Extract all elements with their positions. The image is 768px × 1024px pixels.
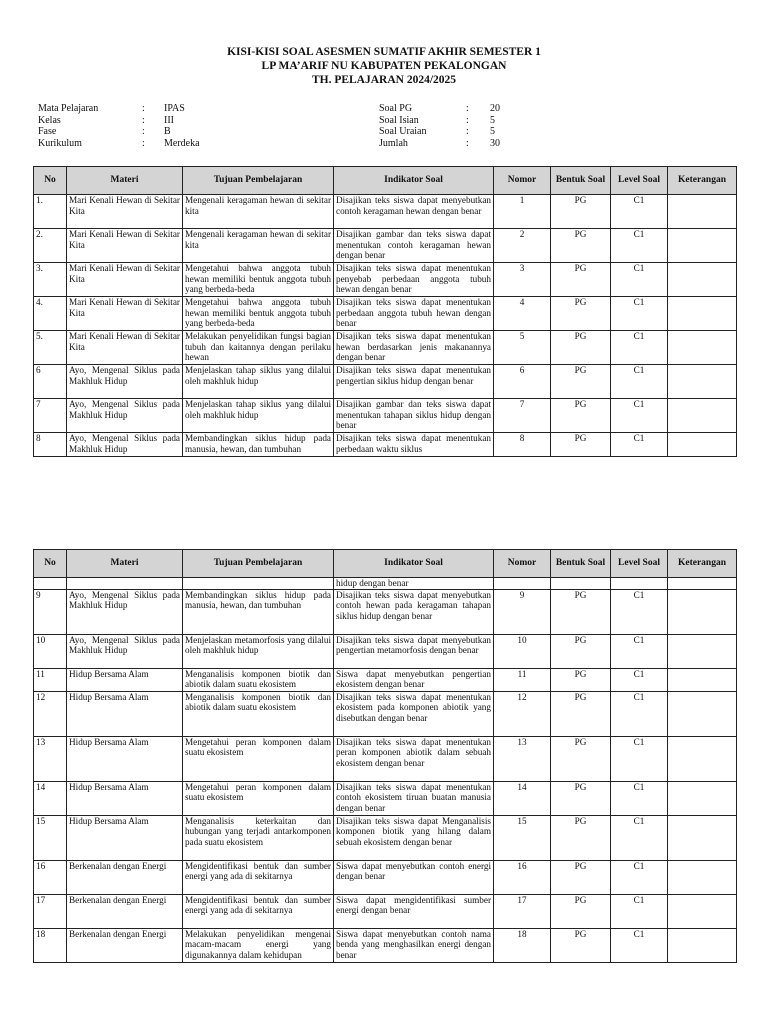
col-header-keterangan: Keterangan: [668, 167, 737, 195]
cell-level: C1: [611, 894, 668, 928]
cell-indikator: Disajikan teks siswa dapat menyebutkan pengertian metamorfosis dengan benar: [334, 634, 494, 668]
cell-keterangan: [668, 691, 737, 736]
table-row: [34, 195, 737, 229]
cell-level: C1: [611, 928, 668, 962]
cell-nomor: 8: [494, 433, 551, 457]
info-value: 5: [490, 126, 495, 137]
cell-indikator: Disajikan teks siswa dapat menentukan peran komponen abiotik dalam sebuah ekosistem dengan benar: [334, 736, 494, 781]
cell-materi: Ayo, Mengenal Siklus pada Makhluk Hidup: [67, 433, 183, 457]
cell-materi: Ayo, Mengenal Siklus pada Makhluk Hidup: [67, 399, 183, 433]
table-row: [34, 736, 737, 781]
info-value: IPAS: [164, 103, 185, 114]
col-header-bentuk: Bentuk Soal: [551, 167, 611, 195]
cell-level: [611, 578, 668, 590]
cell-bentuk: PG: [551, 815, 611, 860]
cell-tujuan: Mengidentifikasi bentuk dan sumber energi yang ada di sekitarnya: [183, 894, 334, 928]
table-header-row: [34, 167, 737, 195]
cell-tujuan: Mengetahui bahwa anggota tubuh hewan memiliki bentuk anggota tubuh yang berbeda-beda: [183, 297, 334, 331]
cell-no: 10: [34, 634, 67, 668]
info-sep: :: [142, 103, 145, 114]
cell-indikator: hidup dengan benar: [334, 578, 494, 590]
col-header-nomor: Nomor: [494, 550, 551, 578]
cell-no: [34, 578, 67, 590]
info-row: [38, 115, 200, 127]
info-value: III: [164, 114, 174, 126]
cell-keterangan: [668, 781, 737, 815]
cell-keterangan: [668, 399, 737, 433]
info-value: 20: [490, 103, 500, 114]
cell-keterangan: [668, 297, 737, 331]
cell-nomor: 9: [494, 589, 551, 634]
cell-keterangan: [668, 365, 737, 399]
cell-no: 14: [34, 781, 67, 815]
cell-nomor: 17: [494, 894, 551, 928]
info-label: Soal Isian: [379, 114, 419, 126]
cell-indikator: Disajikan teks siswa dapat menentukan penyebab perbedaan anggota tubuh hewan dengan benar: [334, 263, 494, 297]
col-header-no: No: [34, 167, 67, 195]
cell-indikator: Disajikan teks siswa dapat menentukan perbedaan anggota tubuh hewan dengan benar: [334, 297, 494, 331]
cell-no: 12: [34, 691, 67, 736]
cell-bentuk: PG: [551, 668, 611, 691]
info-sep: :: [142, 137, 145, 149]
table-row: [34, 894, 737, 928]
cell-no: 11: [34, 668, 67, 691]
table-row: [34, 860, 737, 894]
cell-materi: Berkenalan dengan Energi: [67, 928, 183, 962]
cell-bentuk: PG: [551, 928, 611, 962]
info-right-block: [379, 103, 500, 149]
cell-nomor: 2: [494, 229, 551, 263]
cell-no: 8: [34, 433, 67, 457]
table-row: [34, 815, 737, 860]
info-value: 30: [490, 137, 500, 149]
cell-no: 9: [34, 589, 67, 634]
cell-tujuan: Mengidentifikasi bentuk dan sumber energi yang ada di sekitarnya: [183, 860, 334, 894]
cell-level: C1: [611, 781, 668, 815]
cell-keterangan: [668, 578, 737, 590]
cell-level: C1: [611, 815, 668, 860]
info-sep: :: [466, 114, 469, 126]
cell-keterangan: [668, 860, 737, 894]
col-header-materi: Materi: [67, 167, 183, 195]
cell-tujuan: Menganalisis komponen biotik dan abiotik dalam suatu ekosistem: [183, 668, 334, 691]
cell-level: C1: [611, 229, 668, 263]
cell-no: 15: [34, 815, 67, 860]
col-header-keterangan: Keterangan: [668, 550, 737, 578]
cell-level: C1: [611, 433, 668, 457]
cell-tujuan: Mengenali keragaman hewan di sekitar kita: [183, 195, 334, 229]
cell-level: C1: [611, 668, 668, 691]
col-header-level: Level Soal: [611, 167, 668, 195]
cell-materi: Ayo, Mengenal Siklus pada Makhluk Hidup: [67, 365, 183, 399]
info-row: [38, 126, 200, 138]
cell-bentuk: PG: [551, 589, 611, 634]
cell-indikator: Siswa dapat menyebutkan contoh nama benda yang menghasilkan energi dengan benar: [334, 928, 494, 962]
cell-indikator: Siswa dapat menyebutkan contoh energi dengan benar: [334, 860, 494, 894]
cell-indikator: Disajikan gambar dan teks siswa dapat menentukan tahapan siklus hidup dengan benar: [334, 399, 494, 433]
cell-bentuk: PG: [551, 736, 611, 781]
info-label: Kelas: [38, 114, 61, 126]
cell-nomor: 10: [494, 634, 551, 668]
info-row: [379, 126, 500, 138]
info-row: [379, 115, 500, 127]
info-sep: :: [466, 103, 469, 114]
table-row: [34, 928, 737, 962]
cell-keterangan: [668, 195, 737, 229]
cell-level: C1: [611, 691, 668, 736]
info-left-block: [38, 103, 200, 149]
cell-no: 2.: [34, 229, 67, 263]
cell-nomor: 3: [494, 263, 551, 297]
cell-bentuk: PG: [551, 365, 611, 399]
table-row: [34, 781, 737, 815]
cell-indikator: Disajikan teks siswa dapat menentukan ekosistem pada komponen abiotik yang disebutkan dengan benar: [334, 691, 494, 736]
cell-no: 7: [34, 399, 67, 433]
col-header-materi: Materi: [67, 550, 183, 578]
info-value: 5: [490, 114, 495, 126]
info-label: Soal Uraian: [379, 126, 427, 137]
cell-keterangan: [668, 928, 737, 962]
table-row: [34, 691, 737, 736]
info-sep: :: [466, 137, 469, 149]
cell-materi: Hidup Bersama Alam: [67, 691, 183, 736]
cell-bentuk: PG: [551, 860, 611, 894]
cell-nomor: 15: [494, 815, 551, 860]
cell-no: 4.: [34, 297, 67, 331]
cell-indikator: Disajikan teks siswa dapat menentukan pengertian siklus hidup dengan benar: [334, 365, 494, 399]
cell-bentuk: PG: [551, 433, 611, 457]
cell-level: C1: [611, 331, 668, 365]
col-header-no: No: [34, 550, 67, 578]
cell-indikator: Siswa dapat menyebutkan pengertian ekosistem dengan benar: [334, 668, 494, 691]
cell-indikator: Disajikan teks siswa dapat menentukan perbedaan waktu siklus: [334, 433, 494, 457]
cell-tujuan: Melakukan penyelidikan fungsi bagian tubuh dan kaitannya dengan perilaku hewan: [183, 331, 334, 365]
cell-level: C1: [611, 399, 668, 433]
cell-tujuan: Menganalisis komponen biotik dan abiotik dalam suatu ekosistem: [183, 691, 334, 736]
cell-keterangan: [668, 331, 737, 365]
cell-no: 16: [34, 860, 67, 894]
cell-nomor: 13: [494, 736, 551, 781]
col-header-tujuan: Tujuan Pembelajaran: [183, 550, 334, 578]
cell-tujuan: Mengetahui peran komponen dalam suatu ekosistem: [183, 736, 334, 781]
info-label: Soal PG: [379, 103, 413, 114]
cell-nomor: 5: [494, 331, 551, 365]
cell-tujuan: Membandingkan siklus hidup pada manusia, hewan, dan tumbuhan: [183, 433, 334, 457]
cell-materi: Mari Kenali Hewan di Sekitar Kita: [67, 195, 183, 229]
info-label: Mata Pelajaran: [38, 103, 99, 114]
info-label: Fase: [38, 126, 57, 137]
info-value: Merdeka: [164, 137, 200, 149]
cell-tujuan: Menganalisis keterkaitan dan hubungan yang terjadi antarkomponen pada suatu ekosistem: [183, 815, 334, 860]
cell-tujuan: Mengenali keragaman hewan di sekitar kita: [183, 229, 334, 263]
cell-level: C1: [611, 195, 668, 229]
table-row: [34, 634, 737, 668]
cell-keterangan: [668, 815, 737, 860]
table-header-row: [34, 550, 737, 578]
info-sep: :: [466, 126, 469, 137]
info-row: [379, 103, 500, 115]
cell-indikator: Disajikan teks siswa dapat menentukan contoh ekosistem tiruan buatan manusia dengan benar: [334, 781, 494, 815]
table-row: [34, 297, 737, 331]
cell-materi: Mari Kenali Hewan di Sekitar Kita: [67, 229, 183, 263]
cell-no: 17: [34, 894, 67, 928]
cell-bentuk: PG: [551, 894, 611, 928]
info-sep: :: [142, 126, 145, 137]
cell-nomor: 16: [494, 860, 551, 894]
kisi-table-page-1: [33, 166, 737, 457]
cell-level: C1: [611, 736, 668, 781]
col-header-indikator: Indikator Soal: [334, 550, 494, 578]
cell-tujuan: [183, 578, 334, 590]
cell-no: 18: [34, 928, 67, 962]
cell-materi: Mari Kenali Hewan di Sekitar Kita: [67, 263, 183, 297]
cell-level: C1: [611, 634, 668, 668]
cell-keterangan: [668, 229, 737, 263]
cell-nomor: 18: [494, 928, 551, 962]
cell-bentuk: PG: [551, 691, 611, 736]
info-value: B: [164, 126, 171, 137]
table-row: [34, 365, 737, 399]
cell-keterangan: [668, 433, 737, 457]
cell-keterangan: [668, 894, 737, 928]
col-header-level: Level Soal: [611, 550, 668, 578]
info-row: [379, 138, 500, 150]
cell-indikator: Disajikan teks siswa dapat menyebutkan contoh keragaman hewan dengan benar: [334, 195, 494, 229]
cell-indikator: Disajikan teks siswa dapat Menganalisis komponen biotik yang hilang dalam sebuah ekosistem dengan benar: [334, 815, 494, 860]
table-row: [34, 263, 737, 297]
info-sep: :: [142, 114, 145, 126]
cell-indikator: Disajikan gambar dan teks siswa dapat menentukan contoh keragaman hewan dengan benar: [334, 229, 494, 263]
col-header-nomor: Nomor: [494, 167, 551, 195]
cell-materi: Berkenalan dengan Energi: [67, 894, 183, 928]
cell-no: 13: [34, 736, 67, 781]
table-row: [34, 331, 737, 365]
cell-tujuan: Menjelaskan tahap siklus yang dilalui oleh makhluk hidup: [183, 399, 334, 433]
table-row: [34, 668, 737, 691]
cell-materi: Ayo, Mengenal Siklus pada Makhluk Hidup: [67, 589, 183, 634]
cell-materi: Hidup Bersama Alam: [67, 736, 183, 781]
cell-bentuk: PG: [551, 399, 611, 433]
table-row: [34, 578, 737, 590]
cell-tujuan: Melakukan penyelidikan mengenai macam-macam energi yang digunakannya dalam kehidupan: [183, 928, 334, 962]
info-label: Jumlah: [379, 137, 408, 149]
cell-materi: Mari Kenali Hewan di Sekitar Kita: [67, 331, 183, 365]
document-title-line3: TH. PELAJARAN 2024/2025: [311, 74, 457, 86]
cell-indikator: Disajikan teks siswa dapat menentukan hewan berdasarkan jenis makanannya dengan benar: [334, 331, 494, 365]
cell-nomor: 6: [494, 365, 551, 399]
kisi-table-page-2: [33, 549, 737, 963]
cell-keterangan: [668, 668, 737, 691]
cell-level: C1: [611, 297, 668, 331]
cell-keterangan: [668, 589, 737, 634]
cell-bentuk: PG: [551, 634, 611, 668]
cell-nomor: 12: [494, 691, 551, 736]
cell-materi: Ayo, Mengenal Siklus pada Makhluk Hidup: [67, 634, 183, 668]
cell-materi: Hidup Bersama Alam: [67, 668, 183, 691]
info-row: [38, 103, 200, 115]
cell-level: C1: [611, 589, 668, 634]
cell-nomor: 1: [494, 195, 551, 229]
cell-bentuk: [551, 578, 611, 590]
table-row: [34, 399, 737, 433]
cell-nomor: 4: [494, 297, 551, 331]
cell-indikator: Siswa dapat mengidentifikasi sumber energi dengan benar: [334, 894, 494, 928]
cell-keterangan: [668, 634, 737, 668]
cell-nomor: [494, 578, 551, 590]
cell-bentuk: PG: [551, 331, 611, 365]
cell-materi: Hidup Bersama Alam: [67, 781, 183, 815]
cell-bentuk: PG: [551, 781, 611, 815]
table-row: [34, 433, 737, 457]
cell-nomor: 11: [494, 668, 551, 691]
cell-tujuan: Menjelaskan tahap siklus yang dilalui oleh makhluk hidup: [183, 365, 334, 399]
info-label: Kurikulum: [38, 137, 82, 149]
cell-no: 5.: [34, 331, 67, 365]
col-header-indikator: Indikator Soal: [334, 167, 494, 195]
cell-bentuk: PG: [551, 297, 611, 331]
cell-keterangan: [668, 263, 737, 297]
cell-bentuk: PG: [551, 195, 611, 229]
document-title-line1: KISI-KISI SOAL ASESMEN SUMATIF AKHIR SEMESTER 1: [227, 46, 541, 58]
cell-nomor: 7: [494, 399, 551, 433]
cell-bentuk: PG: [551, 263, 611, 297]
cell-keterangan: [668, 736, 737, 781]
cell-materi: [67, 578, 183, 590]
table-row: [34, 589, 737, 634]
info-row: [38, 138, 200, 150]
cell-bentuk: PG: [551, 229, 611, 263]
cell-tujuan: Menjelaskan metamorfosis yang dilalui oleh makhluk hidup: [183, 634, 334, 668]
cell-level: C1: [611, 365, 668, 399]
cell-no: 3.: [34, 263, 67, 297]
cell-materi: Mari Kenali Hewan di Sekitar Kita: [67, 297, 183, 331]
cell-level: C1: [611, 860, 668, 894]
cell-nomor: 14: [494, 781, 551, 815]
document-title-line2: LP MA’ARIF NU KABUPATEN PEKALONGAN: [261, 60, 507, 72]
cell-indikator: Disajikan teks siswa dapat menyebutkan contoh hewan pada keragaman tahapan siklus hidup dengan benar: [334, 589, 494, 634]
cell-tujuan: Mengetahui peran komponen dalam suatu ekosistem: [183, 781, 334, 815]
cell-materi: Berkenalan dengan Energi: [67, 860, 183, 894]
cell-no: 6: [34, 365, 67, 399]
col-header-tujuan: Tujuan Pembelajaran: [183, 167, 334, 195]
cell-tujuan: Mengetahui bahwa anggota tubuh hewan memiliki bentuk anggota tubuh yang berbeda-beda: [183, 263, 334, 297]
table-row: [34, 229, 737, 263]
cell-materi: Hidup Bersama Alam: [67, 815, 183, 860]
cell-no: 1.: [34, 195, 67, 229]
cell-level: C1: [611, 263, 668, 297]
cell-tujuan: Membandingkan siklus hidup pada manusia, hewan, dan tumbuhan: [183, 589, 334, 634]
col-header-bentuk: Bentuk Soal: [551, 550, 611, 578]
